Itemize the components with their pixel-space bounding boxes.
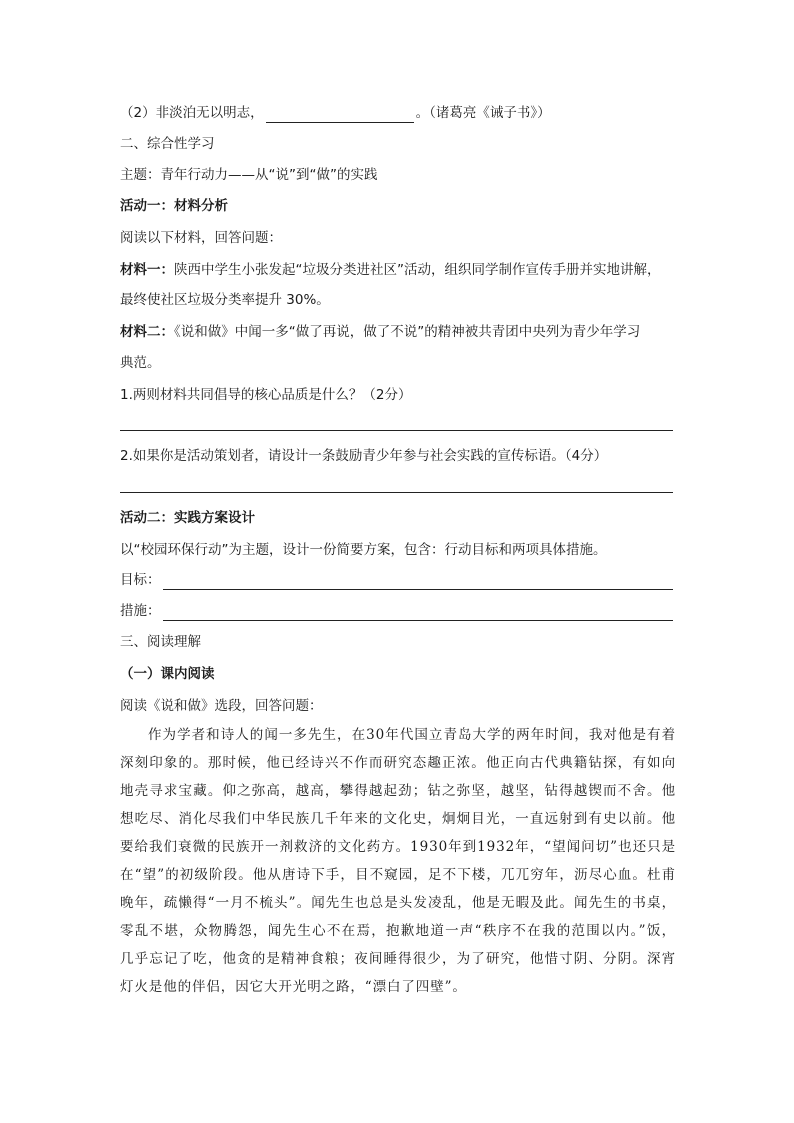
answer-blank[interactable] bbox=[266, 108, 414, 123]
material-1-line-1 bbox=[120, 260, 661, 280]
material-2-text-1: 《说和做》中闻一多“做了再说，做了不说”的精神被共青团中央列为青少年学习 bbox=[174, 324, 641, 340]
section-2-title: 二、综合性学习 bbox=[120, 136, 215, 152]
measure-label: 措施： bbox=[120, 603, 161, 619]
measure-field bbox=[120, 601, 673, 621]
goal-field bbox=[120, 570, 673, 590]
section-3-instruction: 阅读《说和做》选段，回答问题： bbox=[120, 698, 323, 714]
answer-line-q2[interactable] bbox=[120, 492, 673, 493]
activity-1-instruction: 阅读以下材料，回答问题： bbox=[120, 230, 282, 246]
question-2-prefix: （2）非淡泊无以明志， bbox=[120, 105, 264, 121]
section-3-subtitle: （一）课内阅读 bbox=[120, 666, 215, 682]
material-2-line-1 bbox=[120, 322, 640, 342]
question-2-line bbox=[120, 103, 551, 123]
material-2-text-2: 典范。 bbox=[120, 355, 161, 371]
material-1-text-2: 最终使社区垃圾分类率提升 30%。 bbox=[120, 292, 330, 308]
measure-answer-line[interactable] bbox=[163, 605, 674, 621]
section-3-title: 三、阅读理解 bbox=[120, 634, 201, 650]
activity-1-title: 活动一：材料分析 bbox=[120, 198, 228, 214]
activity-2-title: 活动二：实践方案设计 bbox=[120, 510, 255, 526]
theme-line: 主题：青年行动力——从“说”到“做”的实践 bbox=[120, 167, 378, 183]
goal-answer-line[interactable] bbox=[163, 574, 674, 590]
activity-2-instruction: 以“校园环保行动”为主题，设计一份简要方案，包含：行动目标和两项具体措施。 bbox=[120, 542, 607, 558]
question-2: 2.如果你是活动策划者，请设计一条鼓励青少年参与社会实践的宣传标语。（4分） bbox=[120, 448, 608, 464]
material-2-label: 材料二： bbox=[120, 324, 174, 340]
question-2-suffix: 。（诸葛亮《诫子书》） bbox=[415, 105, 551, 121]
question-1: 1.两则材料共同倡导的核心品质是什么？（2分） bbox=[120, 387, 412, 403]
answer-line-q1[interactable] bbox=[120, 430, 673, 431]
material-1-label: 材料一： bbox=[120, 262, 174, 278]
material-1-text-1: 陕西中学生小张发起“垃圾分类进社区”活动，组织同学制作宣传手册并实地讲解， bbox=[174, 262, 661, 278]
reading-passage: 作为学者和诗人的闻一多先生，在30年代国立青岛大学的两年时间，我对他是有着深刻印象的。那时候，他已经诗兴不作而研究态趣正浓。他正向古代典籍钻探，有如向地壳寻求宝藏。仰之弥高，越高，攀得越起劲；钻之弥坚，越坚，钻得越锲而不舍。他想吃尽、消化尽我们中华民族几千年来的文化史，炯炯目光，一直远射到有史以前。他要给我们衰微的民族开一剂救济的文化药方。1930年到1932年，“望闻问切”也还只是在“望”的初级阶段。他从唐诗下手，目不窥园，足不下楼，兀兀穷年，沥尽心血。杜甫晚年，疏懒得“一月不梳头”。闻先生也总是头发凌乱，他是无暇及此。闻先生的书桌，零乱不堪，众物腾怨，闻先生心不在焉，抱歉地道一声“秩序不在我的范围以内。”饭，几乎忘记了吃，他贪的是精神食粮；夜间睡得很少，为了研究，他惜寸阴、分阴。深宵灯火是他的伴侣，因它大开光明之路，“漂白了四壁”。 bbox=[120, 727, 676, 995]
goal-label: 目标： bbox=[120, 572, 161, 588]
